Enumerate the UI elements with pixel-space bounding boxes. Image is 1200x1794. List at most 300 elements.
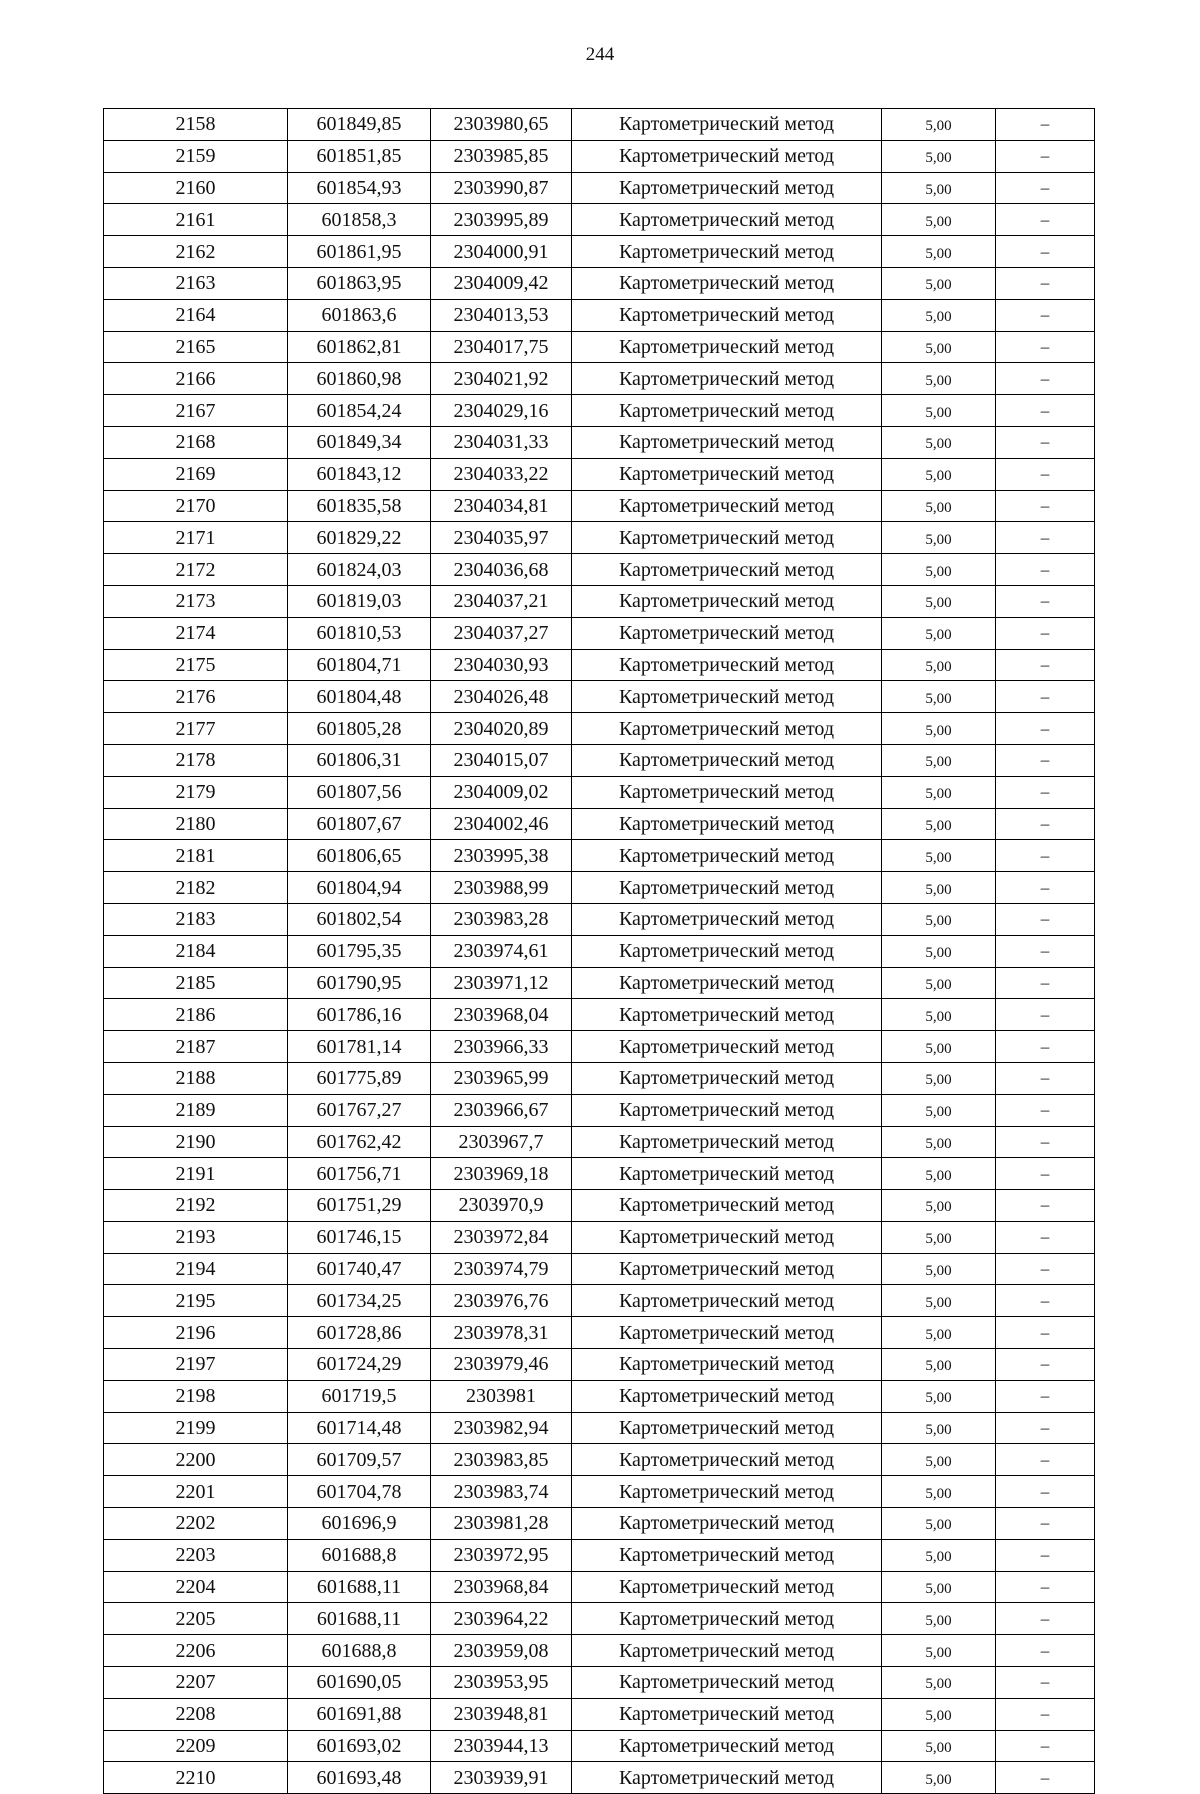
point-number-cell: 2187 [104,1031,288,1063]
accuracy-cell: 5,00 [882,1126,996,1158]
x-coordinate-cell: 601690,05 [288,1667,431,1699]
x-coordinate-cell: 601714,48 [288,1412,431,1444]
point-number-cell: 2174 [104,617,288,649]
point-number-cell: 2168 [104,426,288,458]
x-coordinate-cell: 601709,57 [288,1444,431,1476]
y-coordinate-cell: 2304000,91 [431,236,572,268]
x-coordinate-cell: 601861,95 [288,236,431,268]
table-row [104,1349,1095,1381]
x-coordinate-cell: 601862,81 [288,331,431,363]
point-number-cell: 2210 [104,1762,288,1794]
y-coordinate-cell: 2304013,53 [431,299,572,331]
coordinates-table-body [104,109,1095,1794]
y-coordinate-cell: 2303968,84 [431,1571,572,1603]
y-coordinate-cell: 2303983,28 [431,903,572,935]
accuracy-cell: 5,00 [882,681,996,713]
y-coordinate-cell: 2303974,61 [431,935,572,967]
point-number-cell: 2185 [104,967,288,999]
accuracy-cell: 5,00 [882,236,996,268]
table-row [104,1158,1095,1190]
y-coordinate-cell: 2303979,46 [431,1349,572,1381]
accuracy-cell: 5,00 [882,267,996,299]
point-number-cell: 2159 [104,140,288,172]
point-number-cell: 2165 [104,331,288,363]
x-coordinate-cell: 601790,95 [288,967,431,999]
point-number-cell: 2188 [104,1062,288,1094]
accuracy-cell: 5,00 [882,1444,996,1476]
y-coordinate-cell: 2303953,95 [431,1667,572,1699]
note-cell: – [996,1635,1095,1667]
x-coordinate-cell: 601775,89 [288,1062,431,1094]
table-row [104,1031,1095,1063]
note-cell: – [996,267,1095,299]
y-coordinate-cell: 2304017,75 [431,331,572,363]
x-coordinate-cell: 601781,14 [288,1031,431,1063]
note-cell: – [996,395,1095,427]
x-coordinate-cell: 601854,24 [288,395,431,427]
x-coordinate-cell: 601767,27 [288,1094,431,1126]
accuracy-cell: 5,00 [882,490,996,522]
accuracy-cell: 5,00 [882,872,996,904]
x-coordinate-cell: 601688,11 [288,1571,431,1603]
y-coordinate-cell: 2303983,74 [431,1476,572,1508]
note-cell: – [996,172,1095,204]
note-cell: – [996,1285,1095,1317]
y-coordinate-cell: 2303959,08 [431,1635,572,1667]
table-row [104,172,1095,204]
table-row [104,1126,1095,1158]
note-cell: – [996,1476,1095,1508]
x-coordinate-cell: 601849,85 [288,109,431,141]
accuracy-cell: 5,00 [882,1062,996,1094]
note-cell: – [996,1603,1095,1635]
table-row [104,1603,1095,1635]
note-cell: – [996,1698,1095,1730]
accuracy-cell: 5,00 [882,1190,996,1222]
accuracy-cell: 5,00 [882,1253,996,1285]
y-coordinate-cell: 2303988,99 [431,872,572,904]
note-cell: – [996,713,1095,745]
accuracy-cell: 5,00 [882,935,996,967]
method-cell: Картометрический метод [572,267,882,299]
note-cell: – [996,1221,1095,1253]
y-coordinate-cell: 2303970,9 [431,1190,572,1222]
y-coordinate-cell: 2304033,22 [431,458,572,490]
point-number-cell: 2195 [104,1285,288,1317]
table-row [104,1635,1095,1667]
y-coordinate-cell: 2303980,65 [431,109,572,141]
point-number-cell: 2197 [104,1349,288,1381]
method-cell: Картометрический метод [572,1062,882,1094]
accuracy-cell: 5,00 [882,744,996,776]
table-row [104,1508,1095,1540]
x-coordinate-cell: 601806,31 [288,744,431,776]
accuracy-cell: 5,00 [882,585,996,617]
note-cell: – [996,140,1095,172]
note-cell: – [996,1253,1095,1285]
accuracy-cell: 5,00 [882,1380,996,1412]
point-number-cell: 2194 [104,1253,288,1285]
method-cell: Картометрический метод [572,1412,882,1444]
point-number-cell: 2173 [104,585,288,617]
x-coordinate-cell: 601704,78 [288,1476,431,1508]
table-row [104,776,1095,808]
note-cell: – [996,1571,1095,1603]
accuracy-cell: 5,00 [882,649,996,681]
point-number-cell: 2205 [104,1603,288,1635]
x-coordinate-cell: 601835,58 [288,490,431,522]
table-row [104,1412,1095,1444]
method-cell: Картометрический метод [572,490,882,522]
note-cell: – [996,1062,1095,1094]
x-coordinate-cell: 601819,03 [288,585,431,617]
note-cell: – [996,458,1095,490]
x-coordinate-cell: 601805,28 [288,713,431,745]
note-cell: – [996,1094,1095,1126]
table-row [104,617,1095,649]
note-cell: – [996,426,1095,458]
page-number: 244 [585,44,615,65]
point-number-cell: 2175 [104,649,288,681]
y-coordinate-cell: 2304026,48 [431,681,572,713]
note-cell: – [996,1730,1095,1762]
y-coordinate-cell: 2303968,04 [431,999,572,1031]
point-number-cell: 2181 [104,840,288,872]
table-row [104,236,1095,268]
point-number-cell: 2191 [104,1158,288,1190]
x-coordinate-cell: 601688,8 [288,1539,431,1571]
note-cell: – [996,617,1095,649]
note-cell: – [996,681,1095,713]
method-cell: Картометрический метод [572,1317,882,1349]
y-coordinate-cell: 2303974,79 [431,1253,572,1285]
x-coordinate-cell: 601802,54 [288,903,431,935]
point-number-cell: 2170 [104,490,288,522]
x-coordinate-cell: 601746,15 [288,1221,431,1253]
x-coordinate-cell: 601804,94 [288,872,431,904]
note-cell: – [996,585,1095,617]
note-cell: – [996,808,1095,840]
method-cell: Картометрический метод [572,1635,882,1667]
accuracy-cell: 5,00 [882,617,996,649]
x-coordinate-cell: 601804,48 [288,681,431,713]
table-row [104,872,1095,904]
x-coordinate-cell: 601795,35 [288,935,431,967]
point-number-cell: 2160 [104,172,288,204]
method-cell: Картометрический метод [572,1762,882,1794]
table-row [104,1094,1095,1126]
table-row [104,713,1095,745]
y-coordinate-cell: 2303995,89 [431,204,572,236]
point-number-cell: 2161 [104,204,288,236]
note-cell: – [996,999,1095,1031]
note-cell: – [996,903,1095,935]
table-row [104,1539,1095,1571]
method-cell: Картометрический метод [572,999,882,1031]
method-cell: Картометрический метод [572,713,882,745]
note-cell: – [996,363,1095,395]
table-row [104,1190,1095,1222]
point-number-cell: 2163 [104,267,288,299]
point-number-cell: 2171 [104,522,288,554]
table-row [104,1667,1095,1699]
x-coordinate-cell: 601688,8 [288,1635,431,1667]
x-coordinate-cell: 601807,56 [288,776,431,808]
table-row [104,999,1095,1031]
method-cell: Картометрический метод [572,935,882,967]
x-coordinate-cell: 601851,85 [288,140,431,172]
x-coordinate-cell: 601786,16 [288,999,431,1031]
method-cell: Картометрический метод [572,1508,882,1540]
accuracy-cell: 5,00 [882,808,996,840]
method-cell: Картометрический метод [572,872,882,904]
y-coordinate-cell: 2303971,12 [431,967,572,999]
method-cell: Картометрический метод [572,522,882,554]
table-row [104,554,1095,586]
table-row [104,840,1095,872]
method-cell: Картометрический метод [572,1094,882,1126]
accuracy-cell: 5,00 [882,426,996,458]
method-cell: Картометрический метод [572,1190,882,1222]
accuracy-cell: 5,00 [882,1762,996,1794]
x-coordinate-cell: 601829,22 [288,522,431,554]
method-cell: Картометрический метод [572,585,882,617]
x-coordinate-cell: 601843,12 [288,458,431,490]
y-coordinate-cell: 2303967,7 [431,1126,572,1158]
y-coordinate-cell: 2304036,68 [431,554,572,586]
accuracy-cell: 5,00 [882,299,996,331]
coordinates-table [103,108,1095,1794]
y-coordinate-cell: 2303981,28 [431,1508,572,1540]
method-cell: Картометрический метод [572,1253,882,1285]
y-coordinate-cell: 2303972,84 [431,1221,572,1253]
method-cell: Картометрический метод [572,554,882,586]
point-number-cell: 2208 [104,1698,288,1730]
table-row [104,585,1095,617]
y-coordinate-cell: 2303966,67 [431,1094,572,1126]
accuracy-cell: 5,00 [882,458,996,490]
y-coordinate-cell: 2303948,81 [431,1698,572,1730]
note-cell: – [996,935,1095,967]
table-row [104,1762,1095,1794]
point-number-cell: 2204 [104,1571,288,1603]
method-cell: Картометрический метод [572,204,882,236]
method-cell: Картометрический метод [572,617,882,649]
y-coordinate-cell: 2304020,89 [431,713,572,745]
note-cell: – [996,109,1095,141]
y-coordinate-cell: 2303978,31 [431,1317,572,1349]
method-cell: Картометрический метод [572,744,882,776]
table-row [104,1698,1095,1730]
table-row [104,1062,1095,1094]
method-cell: Картометрический метод [572,1380,882,1412]
y-coordinate-cell: 2304002,46 [431,808,572,840]
point-number-cell: 2184 [104,935,288,967]
accuracy-cell: 5,00 [882,1476,996,1508]
point-number-cell: 2182 [104,872,288,904]
x-coordinate-cell: 601719,5 [288,1380,431,1412]
x-coordinate-cell: 601756,71 [288,1158,431,1190]
table-row [104,458,1095,490]
table-row [104,331,1095,363]
y-coordinate-cell: 2304009,02 [431,776,572,808]
method-cell: Картометрический метод [572,1539,882,1571]
note-cell: – [996,1539,1095,1571]
table-row [104,363,1095,395]
accuracy-cell: 5,00 [882,1571,996,1603]
point-number-cell: 2180 [104,808,288,840]
method-cell: Картометрический метод [572,395,882,427]
table-row [104,903,1095,935]
y-coordinate-cell: 2303983,85 [431,1444,572,1476]
accuracy-cell: 5,00 [882,140,996,172]
x-coordinate-cell: 601740,47 [288,1253,431,1285]
accuracy-cell: 5,00 [882,999,996,1031]
x-coordinate-cell: 601804,71 [288,649,431,681]
note-cell: – [996,1762,1095,1794]
y-coordinate-cell: 2304029,16 [431,395,572,427]
point-number-cell: 2167 [104,395,288,427]
table-row [104,1476,1095,1508]
method-cell: Картометрический метод [572,363,882,395]
accuracy-cell: 5,00 [882,554,996,586]
point-number-cell: 2199 [104,1412,288,1444]
method-cell: Картометрический метод [572,1158,882,1190]
point-number-cell: 2178 [104,744,288,776]
note-cell: – [996,1508,1095,1540]
x-coordinate-cell: 601691,88 [288,1698,431,1730]
point-number-cell: 2193 [104,1221,288,1253]
y-coordinate-cell: 2304021,92 [431,363,572,395]
note-cell: – [996,1126,1095,1158]
table-row [104,808,1095,840]
method-cell: Картометрический метод [572,1221,882,1253]
point-number-cell: 2198 [104,1380,288,1412]
accuracy-cell: 5,00 [882,204,996,236]
x-coordinate-cell: 601810,53 [288,617,431,649]
point-number-cell: 2206 [104,1635,288,1667]
x-coordinate-cell: 601849,34 [288,426,431,458]
method-cell: Картометрический метод [572,903,882,935]
note-cell: – [996,204,1095,236]
note-cell: – [996,1444,1095,1476]
y-coordinate-cell: 2304015,07 [431,744,572,776]
method-cell: Картометрический метод [572,1667,882,1699]
x-coordinate-cell: 601696,9 [288,1508,431,1540]
note-cell: – [996,1317,1095,1349]
table-row [104,1317,1095,1349]
y-coordinate-cell: 2304037,27 [431,617,572,649]
method-cell: Картометрический метод [572,1571,882,1603]
note-cell: – [996,872,1095,904]
point-number-cell: 2200 [104,1444,288,1476]
x-coordinate-cell: 601734,25 [288,1285,431,1317]
y-coordinate-cell: 2303964,22 [431,1603,572,1635]
x-coordinate-cell: 601762,42 [288,1126,431,1158]
note-cell: – [996,299,1095,331]
method-cell: Картометрический метод [572,172,882,204]
table-row [104,299,1095,331]
y-coordinate-cell: 2303944,13 [431,1730,572,1762]
method-cell: Картометрический метод [572,236,882,268]
method-cell: Картометрический метод [572,299,882,331]
accuracy-cell: 5,00 [882,713,996,745]
accuracy-cell: 5,00 [882,1031,996,1063]
method-cell: Картометрический метод [572,426,882,458]
accuracy-cell: 5,00 [882,1285,996,1317]
note-cell: – [996,649,1095,681]
method-cell: Картометрический метод [572,1730,882,1762]
note-cell: – [996,744,1095,776]
accuracy-cell: 5,00 [882,903,996,935]
method-cell: Картометрический метод [572,109,882,141]
y-coordinate-cell: 2303972,95 [431,1539,572,1571]
method-cell: Картометрический метод [572,649,882,681]
method-cell: Картометрический метод [572,808,882,840]
y-coordinate-cell: 2303969,18 [431,1158,572,1190]
table-row [104,1444,1095,1476]
accuracy-cell: 5,00 [882,967,996,999]
y-coordinate-cell: 2304031,33 [431,426,572,458]
y-coordinate-cell: 2304009,42 [431,267,572,299]
table-row [104,267,1095,299]
y-coordinate-cell: 2303966,33 [431,1031,572,1063]
method-cell: Картометрический метод [572,140,882,172]
x-coordinate-cell: 601751,29 [288,1190,431,1222]
y-coordinate-cell: 2303981 [431,1380,572,1412]
note-cell: – [996,1190,1095,1222]
accuracy-cell: 5,00 [882,1349,996,1381]
point-number-cell: 2189 [104,1094,288,1126]
accuracy-cell: 5,00 [882,363,996,395]
point-number-cell: 2192 [104,1190,288,1222]
accuracy-cell: 5,00 [882,395,996,427]
accuracy-cell: 5,00 [882,1698,996,1730]
x-coordinate-cell: 601728,86 [288,1317,431,1349]
y-coordinate-cell: 2304035,97 [431,522,572,554]
method-cell: Картометрический метод [572,1444,882,1476]
table-row [104,109,1095,141]
method-cell: Картометрический метод [572,1349,882,1381]
table-row [104,744,1095,776]
accuracy-cell: 5,00 [882,1667,996,1699]
y-coordinate-cell: 2304030,93 [431,649,572,681]
method-cell: Картометрический метод [572,967,882,999]
y-coordinate-cell: 2303939,91 [431,1762,572,1794]
point-number-cell: 2169 [104,458,288,490]
note-cell: – [996,967,1095,999]
table-row [104,140,1095,172]
method-cell: Картометрический метод [572,776,882,808]
table-row [104,1380,1095,1412]
point-number-cell: 2209 [104,1730,288,1762]
point-number-cell: 2203 [104,1539,288,1571]
y-coordinate-cell: 2304034,81 [431,490,572,522]
note-cell: – [996,490,1095,522]
method-cell: Картометрический метод [572,1285,882,1317]
point-number-cell: 2166 [104,363,288,395]
table-row [104,649,1095,681]
y-coordinate-cell: 2303990,87 [431,172,572,204]
note-cell: – [996,1667,1095,1699]
table-row [104,935,1095,967]
accuracy-cell: 5,00 [882,1508,996,1540]
note-cell: – [996,236,1095,268]
point-number-cell: 2172 [104,554,288,586]
point-number-cell: 2162 [104,236,288,268]
method-cell: Картометрический метод [572,1603,882,1635]
method-cell: Картометрический метод [572,331,882,363]
